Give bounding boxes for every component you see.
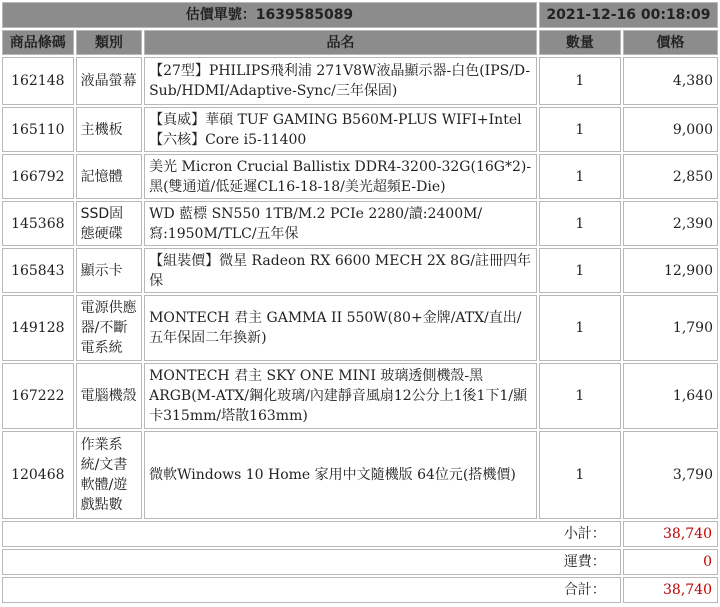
product-name[interactable]: 【組裝價】微星 Radeon RX 6600 MECH 2X 8G/註冊四年保 [144,248,537,293]
subtotal-label: 小計： [2,521,621,547]
product-name[interactable]: WD 藍標 SN550 1TB/M.2 PCIe 2280/讀:2400M/寫:1950M/TLC/五年保 [144,201,537,246]
product-category: 主機板 [76,107,142,152]
product-price: 3,790 [623,431,718,519]
product-price: 9,000 [623,107,718,152]
shipping-value: 0 [623,549,718,575]
product-qty: 1 [539,248,621,293]
product-id: 145368 [2,201,74,246]
product-qty: 1 [539,431,621,519]
product-name[interactable]: 美光 Micron Crucial Ballistix DDR4-3200-32G(16G*2)-黑(雙通道/低延遲CL16-18-18/美光超頻E-Die) [144,154,537,199]
subtotal-row [2,521,718,547]
product-qty: 1 [539,107,621,152]
product-category: 作業系統/文書軟體/遊戲點數 [76,431,142,519]
table-row [2,107,718,152]
product-id: 166792 [2,154,74,199]
product-price: 1,790 [623,295,718,361]
product-name[interactable]: MONTECH 君主 GAMMA II 550W(80+金牌/ATX/直出/五年保固二年換新) [144,295,537,361]
product-price: 4,380 [623,57,718,105]
quote-number: 1639585089 [255,7,354,23]
column-header-category: 類別 [76,30,142,55]
column-header-row [2,30,718,55]
product-price: 1,640 [623,363,718,429]
total-value: 38,740 [623,577,718,603]
shipping-row [2,549,718,575]
product-price: 12,900 [623,248,718,293]
product-id: 120468 [2,431,74,519]
product-name[interactable]: 微軟Windows 10 Home 家用中文隨機版 64位元(搭機價) [144,431,537,519]
product-qty: 1 [539,57,621,105]
column-header-id: 商品條碼 [2,30,74,55]
product-name[interactable]: MONTECH 君主 SKY ONE MINI 玻璃透側機殼-黑 ARGB(M-ATX/鋼化玻璃/內建靜音風扇12公分上1後1下1/顯卡315mm/塔散163mm) [144,363,537,429]
product-name[interactable]: 【真威】華碩 TUF GAMING B560M-PLUS WIFI+Intel【六核】Core i5-11400 [144,107,537,152]
product-category: 液晶螢幕 [76,57,142,105]
quote-number-label: 估價單號： [185,7,256,23]
table-row [2,201,718,246]
column-header-price: 價格 [623,30,718,55]
product-qty: 1 [539,201,621,246]
column-header-name: 品名 [144,30,537,55]
product-category: 顯示卡 [76,248,142,293]
table-row [2,363,718,429]
table-row [2,57,718,105]
quote-header-row [2,2,718,28]
shipping-label: 運費： [2,549,621,575]
product-id: 165110 [2,107,74,152]
product-category: 電源供應器/不斷電系統 [76,295,142,361]
quote-datetime: 2021-12-16 00:18:09 [539,2,718,28]
subtotal-value: 38,740 [623,521,718,547]
product-price: 2,850 [623,154,718,199]
table-row [2,295,718,361]
total-row [2,577,718,603]
product-id: 167222 [2,363,74,429]
table-row [2,154,718,199]
product-qty: 1 [539,363,621,429]
product-name[interactable]: 【27型】PHILIPS飛利浦 271V8W液晶顯示器-白色(IPS/D-Sub/HDMI/Adaptive-Sync/三年保固) [144,57,537,105]
column-header-qty: 數量 [539,30,621,55]
product-category: 記憶體 [76,154,142,199]
product-id: 149128 [2,295,74,361]
product-category: SSD固態硬碟 [76,201,142,246]
product-category: 電腦機殼 [76,363,142,429]
quote-number-cell [2,2,537,28]
product-qty: 1 [539,295,621,361]
product-qty: 1 [539,154,621,199]
table-row [2,431,718,519]
product-id: 165843 [2,248,74,293]
product-id: 162148 [2,57,74,105]
table-row [2,248,718,293]
total-label: 合計： [2,577,621,603]
product-price: 2,390 [623,201,718,246]
